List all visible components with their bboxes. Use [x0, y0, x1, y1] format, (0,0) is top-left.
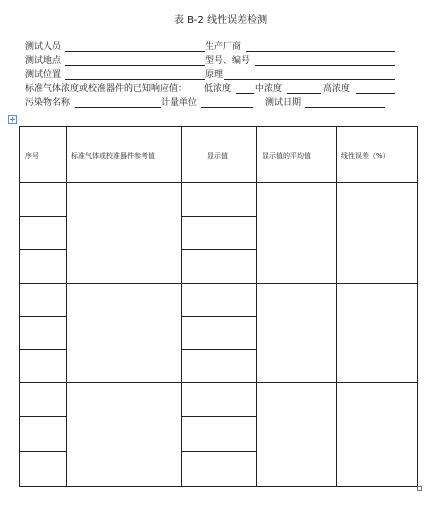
tester-label: 测试人员: [25, 42, 62, 52]
form-row-location: [25, 55, 405, 67]
unit-label: 计量单位: [161, 98, 198, 108]
low-field[interactable]: [236, 93, 254, 94]
table-row-divider: [181, 316, 257, 317]
manufacturer-field[interactable]: [246, 51, 395, 52]
table-col-divider: [336, 126, 337, 487]
unit-field[interactable]: [201, 107, 253, 108]
mid-label: 中浓度: [255, 84, 283, 94]
form-row-position: [25, 69, 405, 81]
principle-label: 原理: [205, 70, 224, 80]
high-field[interactable]: [356, 93, 395, 94]
table-row-divider: [19, 316, 67, 317]
table-border-left: [19, 126, 20, 487]
linearity-error-table: [19, 126, 418, 487]
table-row-divider: [181, 349, 257, 350]
table-group-divider: [19, 283, 418, 284]
manufacturer-label: 生产厂商: [205, 42, 242, 52]
table-move-handle-icon[interactable]: [8, 115, 17, 124]
location-label: 测试地点: [25, 56, 62, 66]
table-row-divider: [19, 216, 67, 217]
date-label: 测试日期: [265, 98, 302, 108]
header-seq: 序号: [25, 152, 39, 160]
high-label: 高浓度: [323, 84, 351, 94]
page-title: 表 B-2 线性误差检测: [173, 15, 268, 26]
mid-field[interactable]: [287, 93, 321, 94]
table-border-top: [19, 126, 418, 127]
table-row-divider: [19, 249, 67, 250]
model-label: 型号、编号: [205, 56, 251, 66]
table-row-divider: [19, 451, 67, 452]
table-resize-handle-icon[interactable]: [417, 486, 422, 491]
principle-field[interactable]: [224, 79, 395, 80]
pollutant-field[interactable]: [75, 107, 161, 108]
table-row-divider: [181, 416, 257, 417]
table-row-divider: [19, 416, 67, 417]
table-row-divider: [181, 249, 257, 250]
date-field[interactable]: [305, 107, 385, 108]
form-row-tester: [25, 41, 405, 53]
low-label: 低浓度: [204, 84, 232, 94]
table-group-divider: [19, 382, 418, 383]
position-field[interactable]: [65, 79, 205, 80]
position-label: 测试位置: [25, 70, 62, 80]
std-gas-label: 标准气体浓度或校准器件的已知响应值：: [25, 84, 188, 94]
tester-field[interactable]: [65, 51, 205, 52]
form-row-std-gas: [25, 83, 405, 95]
table-col-divider: [66, 126, 67, 487]
header-display-average: 显示值的平均值: [262, 152, 311, 160]
table-col-divider: [181, 126, 182, 487]
table-header-bottom: [19, 182, 418, 183]
header-linearity-error: 线性误差（%）: [341, 152, 390, 160]
table-border-bottom: [19, 486, 418, 487]
table-col-divider: [256, 126, 257, 487]
location-field[interactable]: [65, 65, 205, 66]
table-row-divider: [181, 451, 257, 452]
table-row-divider: [181, 216, 257, 217]
header-reference-value: 标准气体或校准器件参考值: [71, 152, 155, 160]
header-display-value: 显示值: [207, 152, 228, 160]
table-border-right: [417, 126, 418, 487]
model-field[interactable]: [255, 65, 395, 66]
form-row-pollutant: [25, 97, 405, 109]
table-row-divider: [19, 349, 67, 350]
pollutant-label: 污染物名称: [25, 98, 71, 108]
